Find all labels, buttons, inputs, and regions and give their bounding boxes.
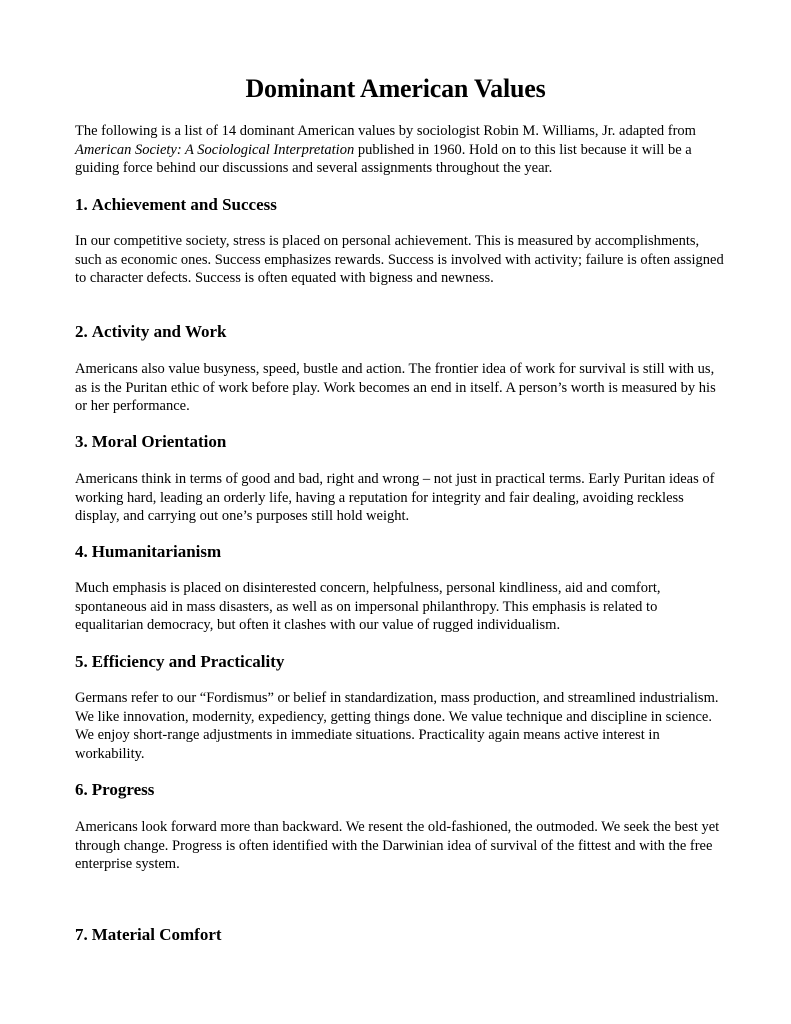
section-heading-activity	[75, 321, 725, 343]
section-number: 4.	[75, 542, 88, 561]
section-title: Moral Orientation	[91, 432, 227, 451]
section-heading-humanitarianism	[75, 541, 725, 563]
section-title: Progress	[91, 780, 155, 799]
section-title: Humanitarianism	[91, 542, 222, 561]
section-body-activity: Americans also value busyness, speed, bustle and action. The frontier idea of work for survival is still with us, as is the Puritan ethic of work before play. Work becomes an end in itself. A person’s worth is measured by his or her performance.	[75, 361, 716, 415]
section-body-efficiency: Germans refer to our “Fordismus” or belief in standardization, mass production, and streamlined industrialism. We like innovation, modernity, expediency, getting things done. We value technique and discipline in science. We enjoy short-range adjustments in immediate situations. Practicality again means active interest in workability.	[75, 690, 719, 762]
section-heading-achievement	[75, 194, 725, 216]
section-body-moral: Americans think in terms of good and bad, right and wrong – not just in practical terms. Early Puritan ideas of working hard, leading an orderly life, having a reputation for integrity and fair dealing, avoiding reckless display, and carrying out one’s purposes still hold weight.	[75, 471, 715, 525]
section-body-progress: Americans look forward more than backward. We resent the old-fashioned, the outmoded. We seek the best yet through change. Progress is often identified with the Darwinian idea of survival of the fittest and with the free enterprise system.	[75, 819, 720, 873]
section-number: 2.	[75, 322, 88, 341]
intro-paragraph	[75, 122, 725, 178]
section-number: 1.	[75, 195, 88, 214]
section-body-achievement: In our competitive society, stress is placed on personal achievement. This is measured by accomplishments, such as economic ones. Success emphasizes rewards. Success is involved with activity; failure is often assigned to character defects. Success is often equated with bigness and newness.	[75, 233, 724, 287]
intro-text-end: published in 1960. Hold on to this list because it will be a guiding force behind our discussions and several assignments throughout the year.	[75, 141, 692, 177]
section-title: Activity and Work	[91, 322, 227, 341]
section-number: 3.	[75, 432, 88, 451]
section-title: Efficiency and Practicality	[91, 652, 285, 671]
section-number: 7.	[75, 925, 88, 944]
section-title: Achievement and Success	[91, 195, 277, 214]
section-heading-moral	[75, 431, 725, 453]
section-title: Material Comfort	[91, 925, 222, 944]
section-number: 5.	[75, 652, 88, 671]
intro-text-start: The following is a list of 14 dominant American values by sociologist Robin M. Williams, Jr. adapted from	[75, 123, 696, 139]
section-heading-efficiency	[75, 651, 725, 673]
section-heading-material-comfort	[75, 924, 725, 946]
page-title: Dominant American Values	[245, 74, 546, 103]
section-heading-progress	[75, 779, 725, 801]
section-body-humanitarianism: Much emphasis is placed on disinterested concern, helpfulness, personal kindliness, aid and comfort, spontaneous aid in mass disasters, as well as on impersonal philanthropy. This emphasis is related to equalitarian democracy, but often it clashes with our value of rugged individualism.	[75, 580, 661, 634]
section-number: 6.	[75, 780, 88, 799]
book-title: American Society: A Sociological Interpretation	[75, 141, 355, 158]
